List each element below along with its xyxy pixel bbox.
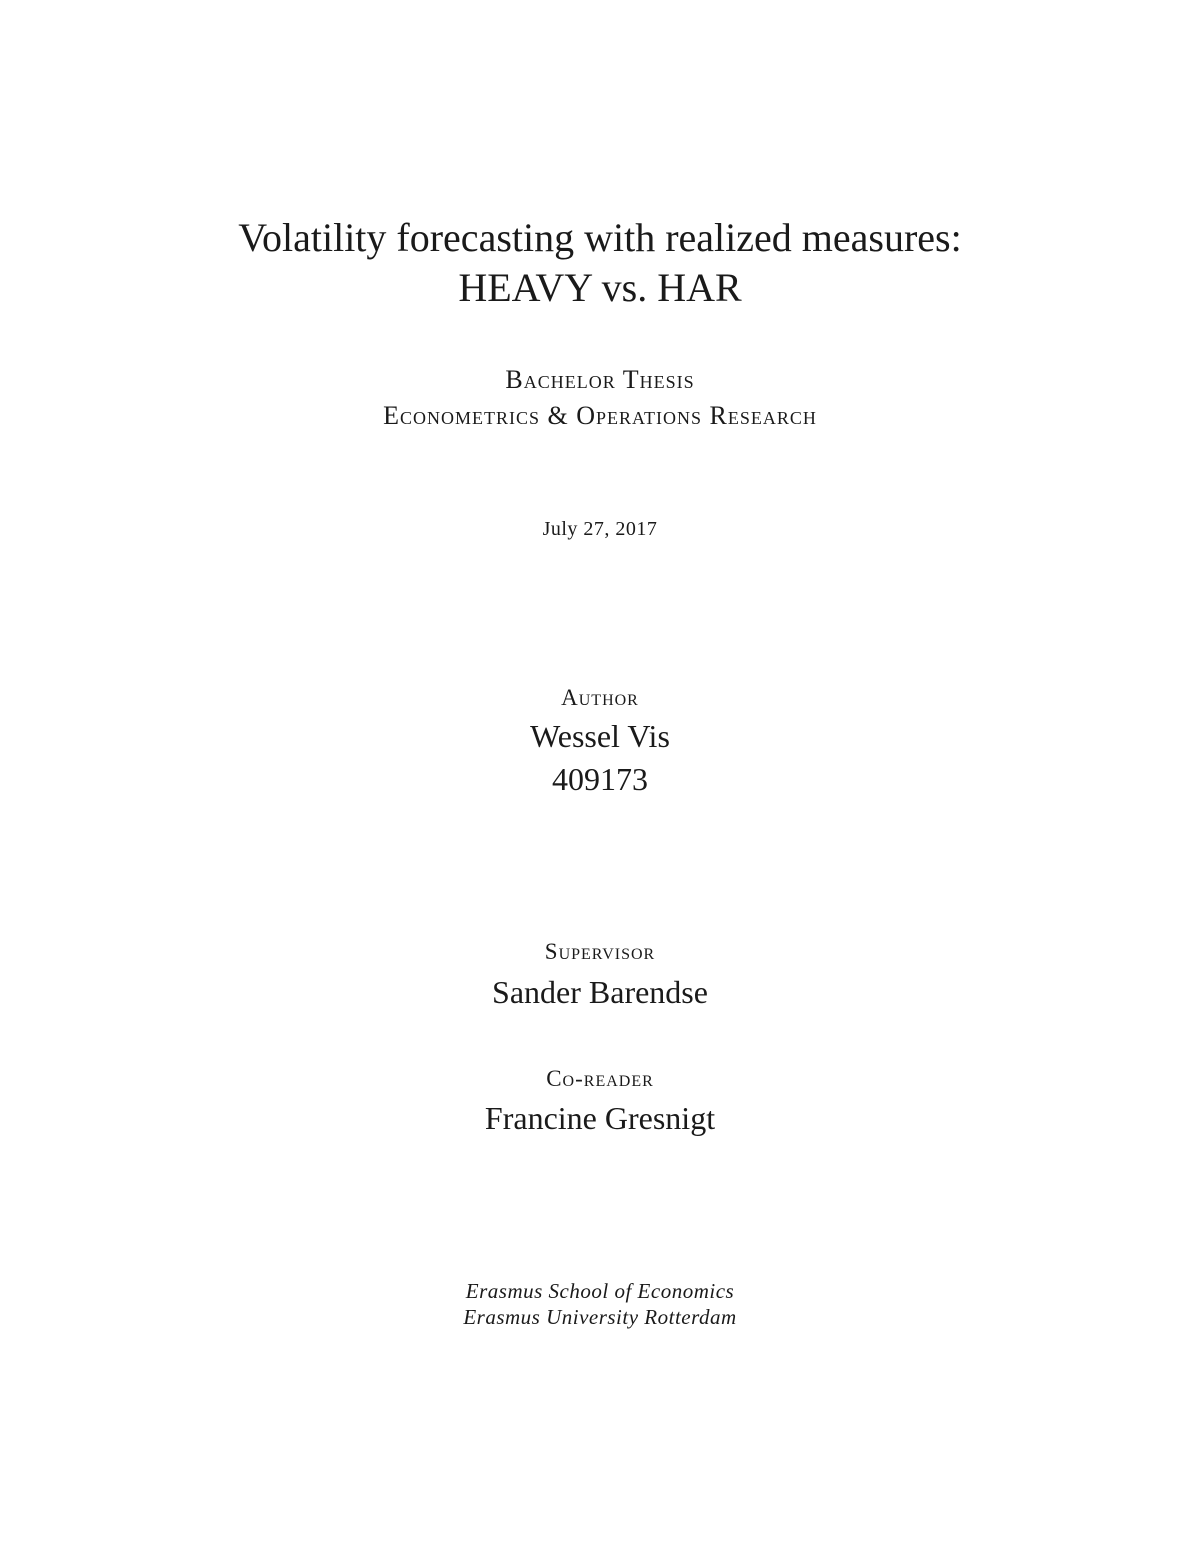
co-reader-label: Co-reader — [546, 1066, 654, 1091]
co-reader-name: Francine Gresnigt — [484, 1100, 716, 1136]
supervisor-name: Sander Barendse — [492, 974, 708, 1010]
school-name: Erasmus School of Economics — [465, 1279, 735, 1303]
author-label: Author — [561, 685, 639, 710]
author-name: Wessel Vis — [530, 718, 670, 754]
thesis-title-line-1: Volatility forecasting with realized measures: — [238, 215, 962, 260]
university-name: Erasmus University Rotterdam — [463, 1305, 737, 1329]
author-student-number: 409173 — [552, 761, 648, 797]
thesis-date: July 27, 2017 — [542, 518, 658, 540]
thesis-title-line-2: HEAVY vs. HAR — [458, 265, 742, 310]
thesis-type: Bachelor Thesis — [505, 365, 695, 394]
thesis-program: Econometrics & Operations Research — [383, 401, 817, 430]
supervisor-label: Supervisor — [544, 939, 656, 964]
